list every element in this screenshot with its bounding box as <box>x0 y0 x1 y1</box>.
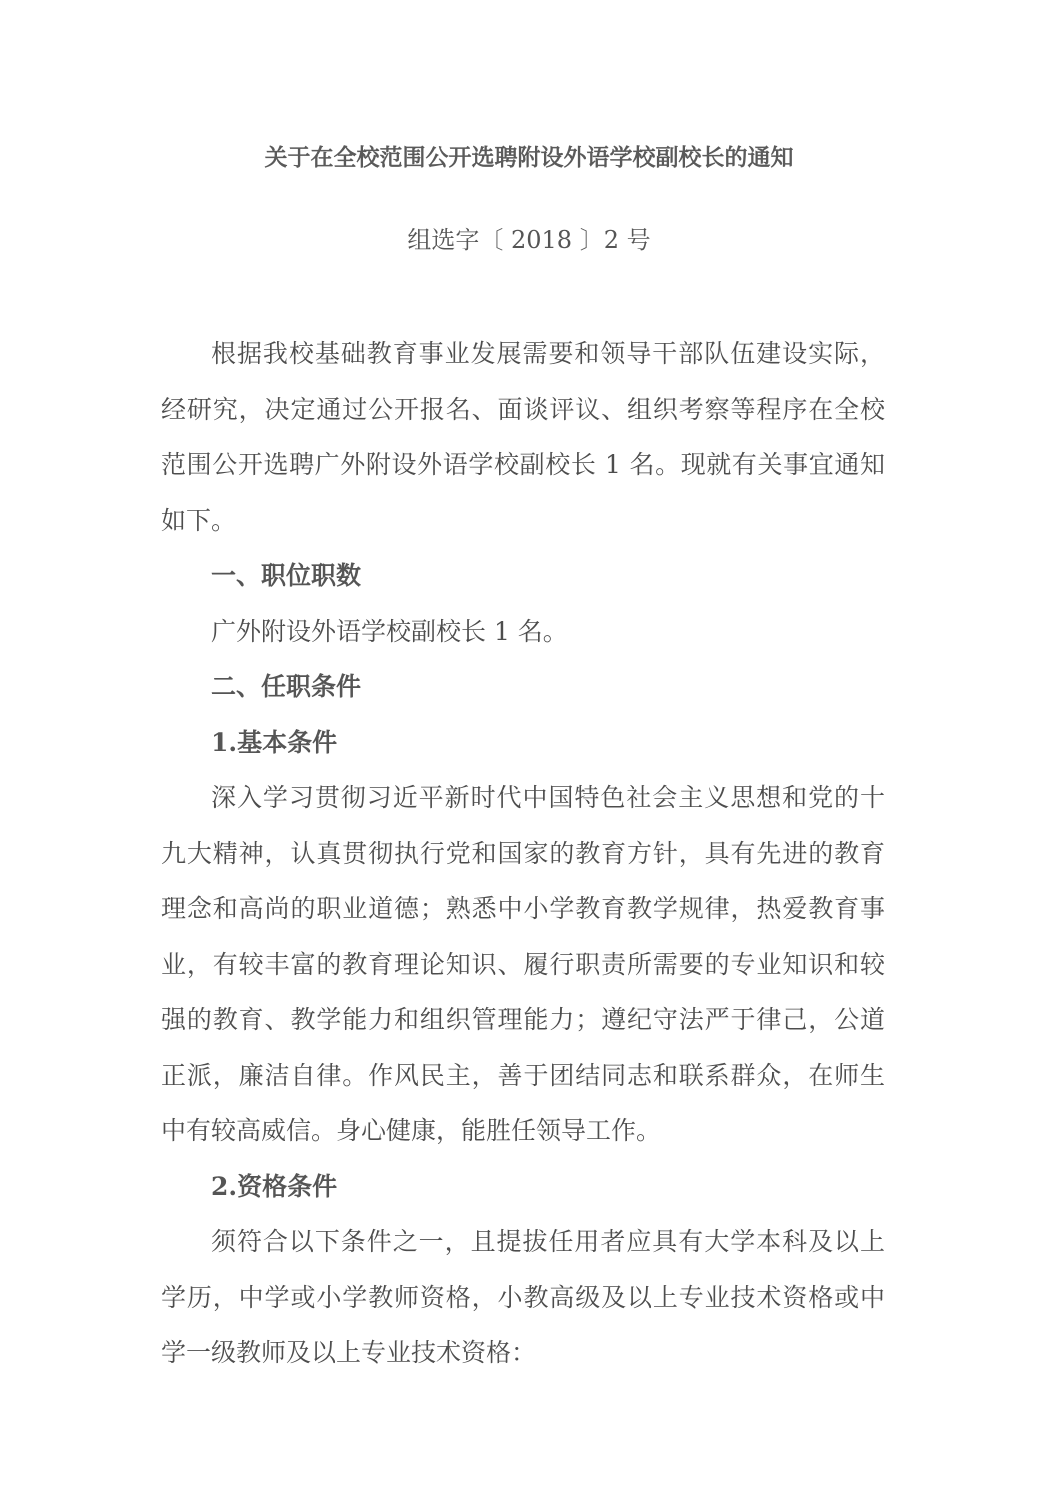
subsection-heading-basic-conditions: 1.基本条件 <box>211 727 338 757</box>
section-heading-qualifications: 二、任职条件 <box>211 672 362 701</box>
positions-paragraph: 广外附设外语学校副校长 1 名。 <box>211 616 568 646</box>
intro-paragraph: 根据我校基础教育事业发展需要和领导干部队伍建设实际，经研究，决定通过公开报名、面谈评议、组织考察等程序在全校范围公开选聘广外附设外语学校副校长 1 名。现就有关事宜通知如下。 <box>161 339 885 535</box>
section-heading-positions: 一、职位职数 <box>211 561 362 590</box>
basic-conditions-paragraph: 深入学习贯彻习近平新时代中国特色社会主义思想和党的十九大精神，认真贯彻执行党和国家的教育方针，具有先进的教育理念和高尚的职业道德；熟悉中小学教育教学规律，热爱教育事业，有较丰富的教育理论知识、履行职责所需要的专业知识和较强的教育、教学能力和组织管理能力；遵纪守法严于律己，公道正派，廉洁自律。作风民主，善于团结同志和联系群众，在师生中有较高威信。身心健康，能胜任领导工作。 <box>161 783 885 1145</box>
document-body <box>161 326 885 1381</box>
document-title: 关于在全校范围公开选聘附设外语学校副校长的通知 <box>264 145 794 171</box>
subsection-heading-eligibility: 2.资格条件 <box>211 1171 338 1201</box>
document-number: 组选字〔 2018 〕2 号 <box>407 226 651 254</box>
eligibility-paragraph: 须符合以下条件之一，且提拔任用者应具有大学本科及以上学历，中学或小学教师资格，小教高级及以上专业技术资格或中学一级教师及以上专业技术资格： <box>161 1227 885 1367</box>
